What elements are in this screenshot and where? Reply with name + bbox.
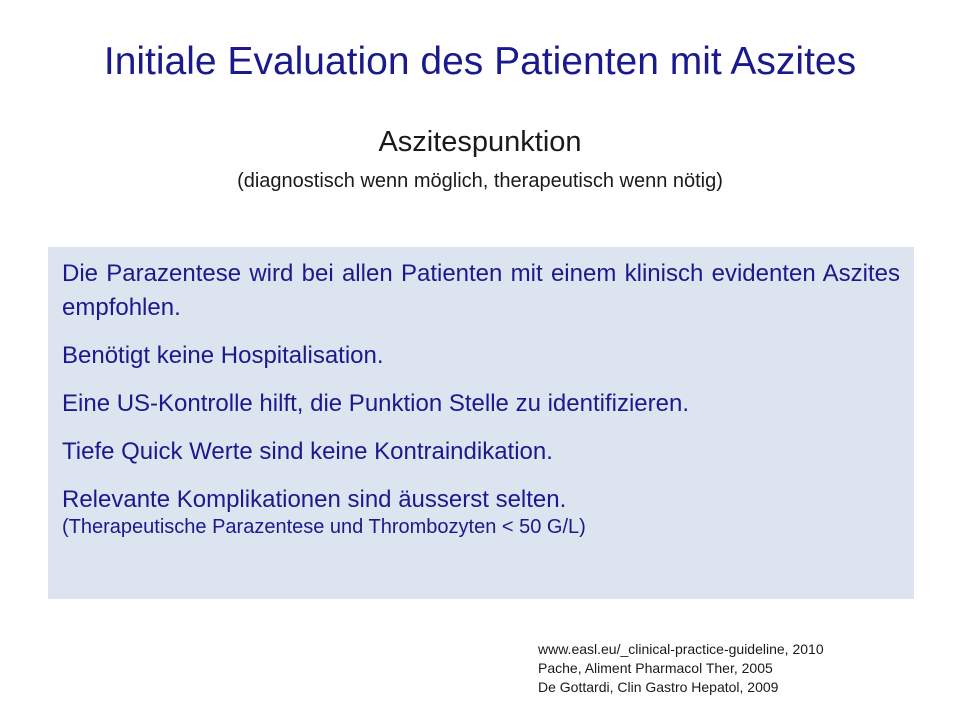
panel-item-note: (Therapeutische Parazentese und Thrombozyten < 50 G/L) [62,516,586,538]
panel-item-no-hospitalisation: Benötigt keine Hospitalisation. [62,342,384,369]
reference-de-gottardi: De Gottardi, Clin Gastro Hepatol, 2009 [538,679,779,695]
panel-item-quick-values: Tiefe Quick Werte sind keine Kontraindikation. [62,438,553,465]
slide-title: Initiale Evaluation des Patienten mit Aszites [103,40,857,83]
panel-item-paracentesis-recommended: Die Parazentese wird bei allen Patienten mit einem klinisch evidenten Aszites empfohlen. [62,260,900,321]
references [538,640,824,697]
reference-easl: www.easl.eu/_clinical-practice-guideline, 2010 [538,641,824,657]
slide-subtitle-note: (diagnostisch wenn möglich, therapeutisch wenn nötig) [237,170,723,192]
slide-subtitle: Aszitespunktion [378,126,582,158]
reference-pache: Pache, Aliment Pharmacol Ther, 2005 [538,660,773,676]
content-panel [48,247,914,599]
panel-item-complications-rare: Relevante Komplikationen sind äusserst selten. [62,486,567,513]
panel-item-ultrasound-control: Eine US-Kontrolle hilft, die Punktion Stelle zu identifizieren. [62,390,689,417]
